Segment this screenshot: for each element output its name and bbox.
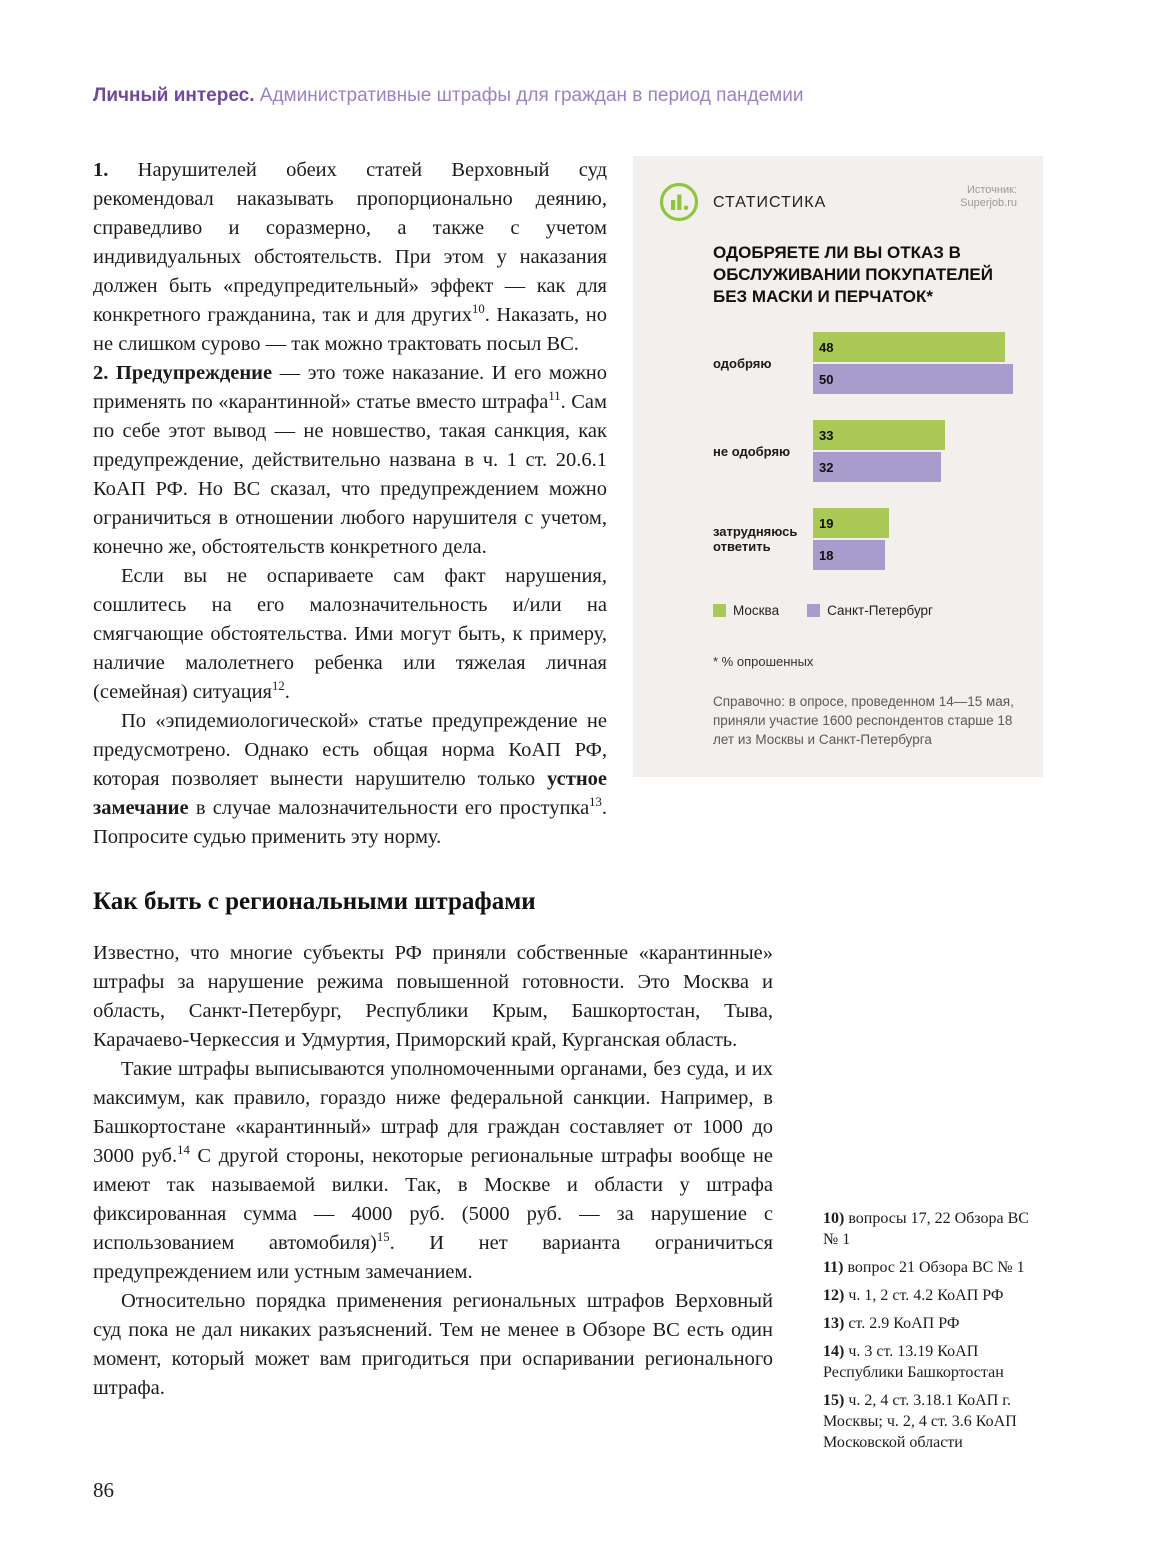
text-run: Такие штрафы выписываются уполномоченными органами, без суда, и их максимум, как правило, гораздо ниже федеральной санкции. Например, в Башкортостане «карантинный» штраф для граждан составляет от 1000 до 3000 руб. — [93, 1058, 773, 1167]
bold-text: 2. Предупреждение — [93, 362, 273, 384]
bar-chart — [713, 332, 1017, 570]
chart-category-label: одобряю — [713, 355, 772, 371]
footnote-ref: 14 — [177, 1143, 190, 1158]
text-run: . И нет варианта ограничиться предупреждением или устным замечанием. — [93, 1232, 773, 1283]
chart-category-label: затрудняюсь ответить — [713, 524, 798, 554]
footnote-item — [823, 1257, 1043, 1278]
footnote-text: вопрос 21 Обзора ВС № 1 — [847, 1259, 1025, 1276]
footnote-ref: 11 — [548, 389, 561, 404]
footnote-item — [823, 1341, 1043, 1383]
chart-legend — [713, 596, 1017, 625]
text-run: в случае малозначительности его проступка — [188, 797, 590, 819]
footnote-item — [823, 1313, 1043, 1334]
legend-item — [807, 596, 933, 625]
text-run: С другой стороны, некоторые региональные штрафы вообще не имеют так называемой вилки. Так, в Москве и области у штрафа фиксированная сумма — 4000 руб. (5000 руб. — за нарушение с использованием автомобиля) — [93, 1145, 773, 1254]
footnote-number: 14) — [823, 1343, 849, 1360]
footnote-ref: 12 — [271, 679, 285, 694]
stats-box-content — [713, 242, 1017, 749]
text-run: . — [284, 681, 290, 703]
footnote-number: 11) — [823, 1259, 848, 1276]
survey-note: Справочно: в опросе, проведенном 14—15 мая, приняли участие 1600 респондентов старше 18 лет из Москвы и Санкт-Петербурга — [713, 694, 1014, 747]
text-run: Если вы не оспариваете сам факт нарушения, сошлитесь на его малозначительность и/или на смягчающие обстоятельства. Ими могут быть, к примеру, наличие малолетнего ребенка или тяжелая личная (семейная) ситуация — [93, 565, 607, 703]
chart-row — [713, 508, 1017, 570]
section-heading: Как быть с региональными штрафами — [93, 888, 536, 915]
rubric-label: Личный интерес. — [93, 85, 255, 106]
text-run: Известно, что многие субъекты РФ приняли собственные «карантинные» штрафы за нарушение режима повышенной готовности. Это Москва и область, Санкт-Петербург, Республики Крым, Башкортостан, Тыва, Карачаево-Черкессия и Удмуртия, Приморский край, Курганская область. — [93, 942, 773, 1051]
text-run: Нарушителей обеих статей Верховный суд рекомендовал наказывать пропорционально деянию, справедливо и соразмерно, а также с учетом индивидуальных обстоятельств. При этом у наказания должен быть «предупредительный» эффект — как для конкретного гражданина, так и для других — [93, 159, 607, 326]
legend-item — [713, 596, 779, 625]
footnote-ref: 13 — [589, 795, 602, 810]
bar-chart-icon — [659, 182, 699, 222]
footnote-item — [823, 1285, 1043, 1306]
paragraph — [93, 1055, 773, 1287]
page-number: 86 — [93, 1478, 114, 1502]
chart-bar-group — [813, 332, 1017, 394]
statistics-box — [633, 156, 1043, 777]
text-run: По «эпидемиологической» статье предупреждение не предусмотрено. Однако есть общая норма КоАП РФ, которая позволяет вынести нарушителю только — [93, 710, 607, 790]
legend-label: Москва — [733, 603, 780, 618]
paragraph — [93, 939, 773, 1055]
footnote-item — [823, 1390, 1043, 1453]
footnote-number: 13) — [823, 1315, 849, 1332]
chart-bar: 33 — [813, 420, 945, 450]
footnote-text: ч. 1, 2 ст. 4.2 КоАП РФ — [848, 1287, 1004, 1304]
footnote-text: ч. 2, 4 ст. 3.18.1 КоАП г. Москвы; ч. 2, 4 ст. 3.6 КоАП Московской области — [823, 1392, 1017, 1451]
stats-box-header — [659, 182, 1017, 222]
margin-footnotes — [823, 1208, 1043, 1460]
chart-bar: 19 — [813, 508, 889, 538]
section-paragraphs — [93, 939, 773, 1403]
page-header — [93, 84, 1073, 108]
footnote-text: ст. 2.9 КоАП РФ — [848, 1315, 960, 1332]
chart-bar: 48 — [813, 332, 1005, 362]
text-run: — это тоже наказание. И его можно применять по «карантинной» статье вместо штрафа — [93, 362, 607, 413]
bold-text: устное замечание — [93, 768, 607, 819]
footnote-number: 12) — [823, 1287, 849, 1304]
footnote-ref: 10 — [471, 302, 485, 317]
bold-text: 1. — [93, 159, 109, 181]
chart-bar: 32 — [813, 452, 941, 482]
chart-bar: 50 — [813, 364, 1013, 394]
footnote-item — [823, 1208, 1043, 1250]
text-run: . Наказать, но не слишком сурово — так можно трактовать посыл ВС. — [93, 304, 607, 355]
legend-swatch — [713, 604, 726, 617]
chart-bar: 18 — [813, 540, 885, 570]
chart-category-label: не одобряю — [713, 443, 791, 459]
footnote-text: ч. 3 ст. 13.19 КоАП Республики Башкортостан — [823, 1343, 1004, 1381]
chart-bar-group — [813, 508, 1017, 570]
stats-box-label: СТАТИСТИКА — [713, 193, 827, 211]
text-run: . Попросите судью применить эту норму. — [93, 797, 607, 848]
text-run: . Сам по себе этот вывод — не новшество, такая санкция, как предупреждение, действительно названа в ч. 1 ст. 20.6.1 КоАП РФ. Но ВС сказал, что предупреждением можно ограничиться в отношении любого нарушителя с учетом, конечно же, обстоятельств конкретного дела. — [93, 391, 607, 558]
paragraph — [93, 1287, 773, 1403]
footnote-ref: 15 — [376, 1230, 390, 1245]
footnote-number: 10) — [823, 1210, 849, 1227]
chart-percent-note: * % опрошенных — [713, 654, 814, 669]
header-title: Административные штрафы для граждан в период пандемии — [254, 85, 804, 106]
footnote-text: вопросы 17, 22 Обзора ВС № 1 — [823, 1210, 1029, 1248]
legend-label: Санкт-Петербург — [827, 603, 933, 618]
chart-bar-group — [813, 420, 1017, 482]
chart-title: ОДОБРЯЕТЕ ЛИ ВЫ ОТКАЗ В ОБСЛУЖИВАНИИ ПОКУПАТЕЛЕЙ БЕЗ МАСКИ И ПЕРЧАТОК* — [713, 243, 993, 306]
stats-source: Источник: Superjob.ru — [960, 184, 1017, 209]
footnote-number: 15) — [823, 1392, 849, 1409]
chart-row — [713, 332, 1017, 394]
chart-row — [713, 420, 1017, 482]
text-run: Относительно порядка применения региональных штрафов Верховный суд пока не дал никаких разъяснений. Тем не менее в Обзоре ВС есть один момент, который может вам пригодиться при оспаривании регионального штрафа. — [93, 1290, 773, 1399]
legend-swatch — [807, 604, 820, 617]
